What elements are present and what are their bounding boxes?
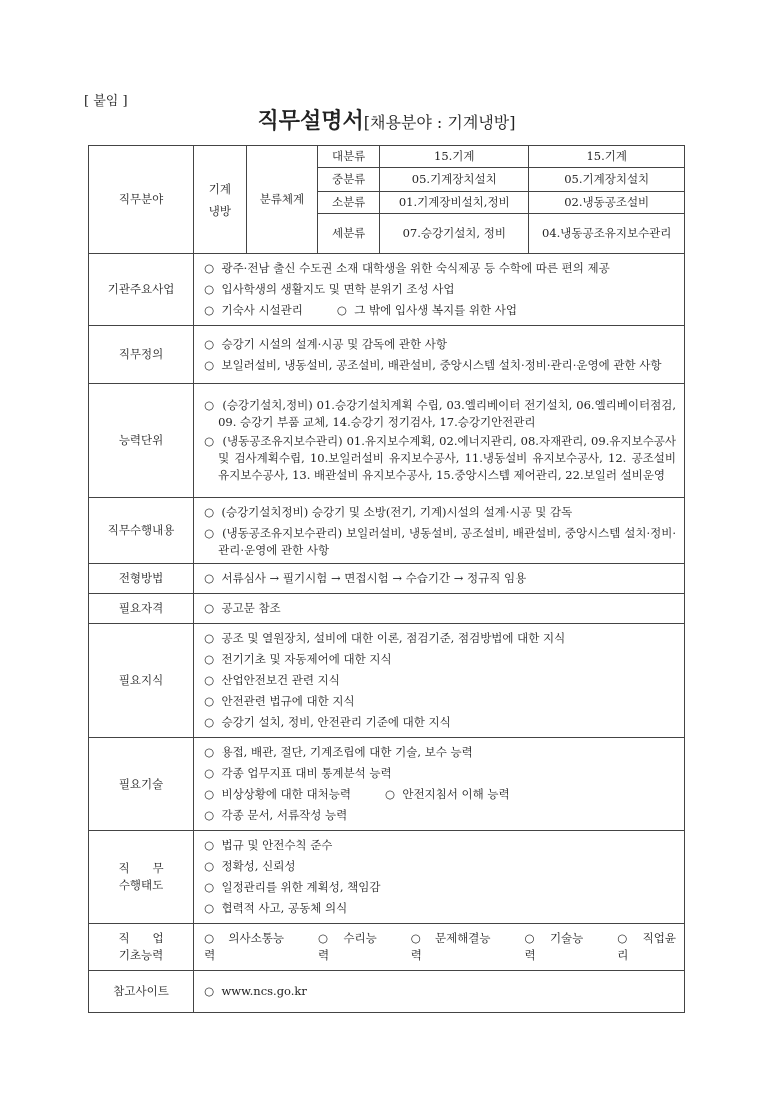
item-segment <box>204 337 447 351</box>
level-name: 중분류 <box>318 168 380 192</box>
item-text: 승강기 시설의 설계·시공 및 감독에 관한 사항 <box>221 336 448 351</box>
item-text: 수리능력 <box>317 931 377 962</box>
level-value-a: 01.기계장비설치,정비 <box>380 192 529 214</box>
title-main: 직무설명서 <box>257 109 364 134</box>
item-segment <box>204 261 610 275</box>
row-label-job-attitude: 직 무 수행태도 <box>89 831 194 924</box>
bullet-icon: ○ <box>204 787 215 801</box>
row-label-job-field: 직무분야 <box>89 146 194 254</box>
classification-system-label: 분류체계 <box>246 146 317 254</box>
bullet-icon: ○ <box>204 526 215 540</box>
row-content-required-skills <box>194 738 685 831</box>
item-segment <box>204 398 676 429</box>
item-segment <box>204 505 572 519</box>
item-segment <box>204 838 332 852</box>
bullet-icon: ○ <box>204 808 215 822</box>
item-segment <box>204 303 303 317</box>
list-item <box>204 930 676 964</box>
bullet-icon: ○ <box>204 652 215 666</box>
item-segment <box>204 859 295 873</box>
bullet-icon: ○ <box>204 880 215 894</box>
item-segment <box>204 673 340 687</box>
level-value-b: 15.기계 <box>529 146 685 168</box>
title-subtitle: [채용분야 : 기계냉방] <box>363 113 516 132</box>
item-text: 의사소통능력 <box>204 931 284 962</box>
row-label-job-definition: 직무정의 <box>89 326 194 384</box>
item-segment <box>204 571 526 585</box>
item-segment <box>385 787 510 801</box>
list-item <box>204 858 676 875</box>
item-text: 입사학생의 생활지도 및 면학 분위기 조성 사업 <box>221 282 455 296</box>
list-item <box>204 630 676 647</box>
item-segment <box>204 358 661 372</box>
job-description-table <box>88 145 685 1013</box>
row-content-job-attitude <box>194 831 685 924</box>
bullet-icon: ○ <box>204 766 215 780</box>
level-value-a: 07.승강기설치, 정비 <box>380 214 529 254</box>
item-segment <box>204 526 676 557</box>
item-segment <box>204 652 392 666</box>
item-text: 협력적 사고, 공동체 의식 <box>221 901 348 915</box>
bullet-icon: ○ <box>204 984 215 998</box>
item-text: 보일러설비, 냉동설비, 공조설비, 배관설비, 중앙시스템 설치·정비·관리·운영에 관한 사항 <box>221 357 662 372</box>
list-item <box>204 879 676 896</box>
item-text: 공조 및 열원장치, 설비에 대한 이론, 점검기준, 점검방법에 대한 지식 <box>221 631 566 645</box>
item-text: 그 밖에 입사생 복지를 위한 사업 <box>354 303 517 317</box>
bullet-icon: ○ <box>617 931 630 945</box>
item-text: (승강기설치,정비) 01.승강기설치계획 수립, 03.엘리베이터 전기설치, 06.엘리베이터점검, 09. 승강기 부품 교체, 14.승강기 정기검사, 17.승강기안전관리 <box>218 398 676 429</box>
list-item <box>204 260 676 277</box>
row-label-basic-competency: 직 업 기초능력 <box>89 924 194 971</box>
level-name: 소분류 <box>318 192 380 214</box>
item-segment <box>204 434 676 482</box>
bullet-icon: ○ <box>204 859 215 873</box>
page-title <box>0 104 773 135</box>
attachment-label: [ 붙임 ] <box>84 94 128 109</box>
bullet-icon: ○ <box>204 715 215 729</box>
item-text: (승강기설치정비) 승강기 및 소방(전기, 기계)시설의 설계·시공 및 감독 <box>221 505 573 519</box>
list-item <box>204 672 676 689</box>
bullet-icon: ○ <box>317 931 331 945</box>
item-text: 용접, 배관, 절단, 기계조립에 대한 기술, 보수 능력 <box>221 745 473 759</box>
bullet-icon: ○ <box>204 901 215 915</box>
item-segment <box>204 808 347 822</box>
item-text: 직업윤리 <box>617 931 676 962</box>
list-item <box>204 983 676 1000</box>
item-text: 승강기 설치, 정비, 안전관리 기준에 대한 지식 <box>221 715 451 729</box>
item-segment <box>204 901 347 915</box>
list-item <box>204 693 676 710</box>
row-label-required-skills: 필요기술 <box>89 738 194 831</box>
row-content-required-qualification <box>194 594 685 624</box>
row-label-selection-method: 전형방법 <box>89 564 194 594</box>
item-text: 안전지침서 이해 능력 <box>402 787 510 801</box>
list-item <box>204 336 676 353</box>
bullet-icon: ○ <box>204 694 215 708</box>
item-text: 공고문 참조 <box>221 601 281 615</box>
item-text: 문제해결능력 <box>410 931 491 962</box>
bullet-icon: ○ <box>204 601 215 615</box>
bullet-icon: ○ <box>204 398 215 412</box>
bullet-icon: ○ <box>204 745 215 759</box>
list-item <box>204 900 676 917</box>
item-text: 비상상황에 대한 대처능력 <box>221 787 351 801</box>
item-segment <box>204 745 473 759</box>
row-content-reference-site <box>194 971 685 1013</box>
item-segment <box>204 601 281 615</box>
item-segment <box>204 930 284 964</box>
item-segment <box>204 631 565 645</box>
item-segment <box>617 930 676 964</box>
row-label-required-qualification: 필요자격 <box>89 594 194 624</box>
bullet-icon: ○ <box>204 357 215 372</box>
item-text: (냉동공조유지보수관리) 보일러설비, 냉동설비, 공조설비, 배관설비, 중앙시스템 설치·정비·관리·운영에 관한 사항 <box>218 526 676 557</box>
list-item <box>204 786 676 803</box>
item-text: 전기기초 및 자동제어에 대한 지식 <box>221 652 392 666</box>
item-text: 일정관리를 위한 계획성, 책임감 <box>221 880 381 894</box>
bullet-icon: ○ <box>204 282 215 296</box>
list-item <box>204 714 676 731</box>
item-segment <box>204 282 454 296</box>
item-text: 정확성, 신뢰성 <box>221 859 296 873</box>
item-text: 각종 문서, 서류작성 능력 <box>221 808 348 822</box>
list-item <box>204 765 676 782</box>
item-segment <box>204 694 355 708</box>
bullet-icon: ○ <box>336 303 347 317</box>
list-item <box>204 807 676 824</box>
list-item <box>204 525 676 559</box>
bullet-icon: ○ <box>384 787 396 801</box>
bullet-icon: ○ <box>410 931 424 945</box>
bullet-icon: ○ <box>524 931 538 945</box>
row-content-job-definition <box>194 326 685 384</box>
row-label-job-tasks: 직무수행내용 <box>89 498 194 564</box>
row-label-required-knowledge: 필요지식 <box>89 624 194 738</box>
item-text: 산업안전보건 관련 지식 <box>221 673 340 687</box>
row-content-competency-units <box>194 384 685 498</box>
list-item <box>204 651 676 668</box>
bullet-icon: ○ <box>204 434 215 448</box>
item-segment <box>204 787 351 801</box>
level-value-b: 05.기계장치설치 <box>529 168 685 192</box>
level-name: 세분류 <box>318 214 380 254</box>
row-label-competency-units: 능력단위 <box>89 384 194 498</box>
list-item <box>204 504 676 521</box>
item-text: 광주·전남 출신 수도권 소재 대학생을 위한 숙식제공 등 수학에 따른 편의 제공 <box>221 261 610 275</box>
bullet-icon: ○ <box>204 505 215 519</box>
list-item <box>204 433 676 484</box>
bullet-icon: ○ <box>204 571 215 585</box>
list-item <box>204 744 676 761</box>
item-segment <box>411 930 491 964</box>
row-content-main-business <box>194 254 685 326</box>
list-item <box>204 302 676 319</box>
list-item <box>204 397 676 431</box>
bullet-icon: ○ <box>204 336 215 351</box>
item-segment <box>204 766 392 780</box>
item-text: 기술능력 <box>524 931 584 962</box>
bullet-icon: ○ <box>204 838 215 852</box>
row-content-required-knowledge <box>194 624 685 738</box>
bullet-icon: ○ <box>204 631 215 645</box>
item-text: 안전관련 법규에 대한 지식 <box>221 694 355 708</box>
item-segment <box>204 984 307 998</box>
item-text: 기숙사 시설관리 <box>221 303 303 317</box>
reference-link[interactable]: www.ncs.go.kr <box>221 984 307 998</box>
row-label-reference-site: 참고사이트 <box>89 971 194 1013</box>
list-item <box>204 570 676 587</box>
level-value-b: 02.냉동공조설비 <box>529 192 685 214</box>
job-field-value: 기계 냉방 <box>194 146 247 254</box>
list-item <box>204 281 676 298</box>
item-text: (냉동공조유지보수관리) 01.유지보수계획, 02.에너지관리, 08.자재관리, 09.유지보수공사 및 검사계획수립, 10.보일러설비 유지보수공사, 11.냉동설비 유지보수공사, 12. 공조설비 유지보수공사, 13. 배관설비 유지보수공사, 15.중앙시스템 제어관리, 22.보일러 설비운영 <box>218 434 677 482</box>
row-label-main-business: 기관주요사업 <box>89 254 194 326</box>
row-content-job-tasks <box>194 498 685 564</box>
item-segment <box>337 303 517 317</box>
bullet-icon: ○ <box>204 931 217 945</box>
item-segment <box>204 880 380 894</box>
list-item <box>204 837 676 854</box>
list-item <box>204 600 676 617</box>
item-segment <box>318 930 377 964</box>
bullet-icon: ○ <box>204 303 215 317</box>
item-text: 서류심사 → 필기시험 → 면접시험 → 수습기간 → 정규직 임용 <box>221 571 527 585</box>
item-segment <box>525 930 584 964</box>
row-content-selection-method <box>194 564 685 594</box>
item-text: 각종 업무지표 대비 통계분석 능력 <box>221 766 392 780</box>
level-value-b: 04.냉동공조유지보수관리 <box>529 214 685 254</box>
bullet-icon: ○ <box>204 673 215 687</box>
list-item <box>204 357 676 374</box>
row-content-basic-competency <box>194 924 685 971</box>
level-value-a: 15.기계 <box>380 146 529 168</box>
level-value-a: 05.기계장치설치 <box>380 168 529 192</box>
level-name: 대분류 <box>318 146 380 168</box>
bullet-icon: ○ <box>204 261 215 275</box>
item-segment <box>204 715 451 729</box>
item-text: 법규 및 안전수칙 준수 <box>221 838 333 852</box>
